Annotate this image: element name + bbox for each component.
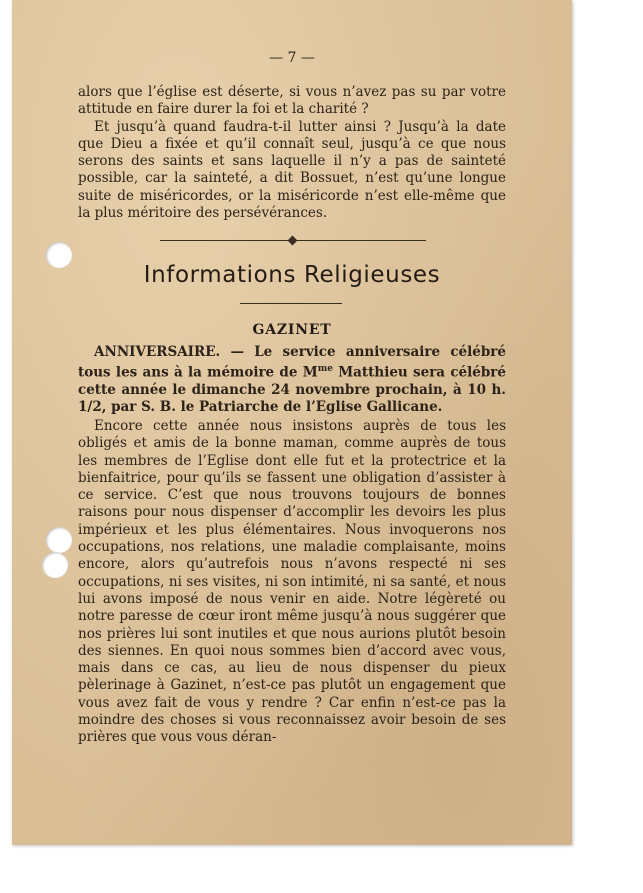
ornamental-divider [160,237,426,245]
announcement [78,344,506,417]
body-paragraph: Encore cette année nous insistons auprès de tous les obligés et amis de la bonne maman, comme auprès de tous les membres de l’Eglise dont elle fut et la protectrice et la bienfaitrice, pour qu’ils se fassent une obligation d’assister à ce service. C’est que nous trouvons toujours de bonnes raisons pour nous dispenser d’accomplir les devoirs les plus impérieux et les plus élémentaires. Nous invoquerons nos occupations, nos relations, une maladie complaisante, moins encore, alors qu’autrefois nous n’avons respecté ni ses occupations, ni ses visites, ni son intimité, ni sa santé, et nous lui avons imposé de nous venir en aide. Notre légèreté ou notre paresse de cœur iront même jusqu’à nous suggérer que nos prières lui sont inutiles et que nous aurions plutôt besoin des siennes. En quoi nous sommes bien d’accord avec vous, mais dans ce cas, au lieu de nous dispenser du pieux pèlerinage à Gazinet, n’est-ce pas plutôt un engagement que vous avez fait de vous y rendre ? Car enfin n’est-ce pas la moindre des choses si vous reconnaissez avoir besoin de ses prières que vous vous déran- [78,418,506,746]
punch-hole [46,527,72,553]
announcement-paragraph: ANNIVERSAIRE. — Le service anniversaire célébré tous les ans à la mémoire de $M^{me}$ Matthieu sera célébré cette année le dimanche 24 novembre prochain, à 10 h. 1/2, par S. B. le Patriarche de l’Eglise Gallicane. [78,344,507,416]
section-title: Informations Religieuses [143,262,441,288]
punch-hole [42,552,68,578]
intro-paragraph-2: Et jusqu’à quand faudra-t-il lutter ainsi ? Jusqu’à la date que Dieu a fixée et qu’il connaît seul, jusqu’à ce que nous serons des saints et sans laquelle il n’y a pas de sainteté possible, car la sainteté, a dit Bossuet, n’est qu’une longue suite de miséricordes, or la miséricorde n’est elle-même que la plus méritoire des persévérances. [78,118,506,222]
intro-paragraph-1: alors que l’église est déserte, si vous n’avez pas su par votre attitude en faire durer la foi et la charité ? [78,84,506,118]
divider-diamond [288,236,298,246]
title-underline [240,303,342,304]
body-text [78,418,506,747]
document-page [12,0,572,845]
subsection-title: GAZINET [252,322,332,338]
intro-text [78,84,506,222]
page-number: — 7 — [269,50,315,66]
